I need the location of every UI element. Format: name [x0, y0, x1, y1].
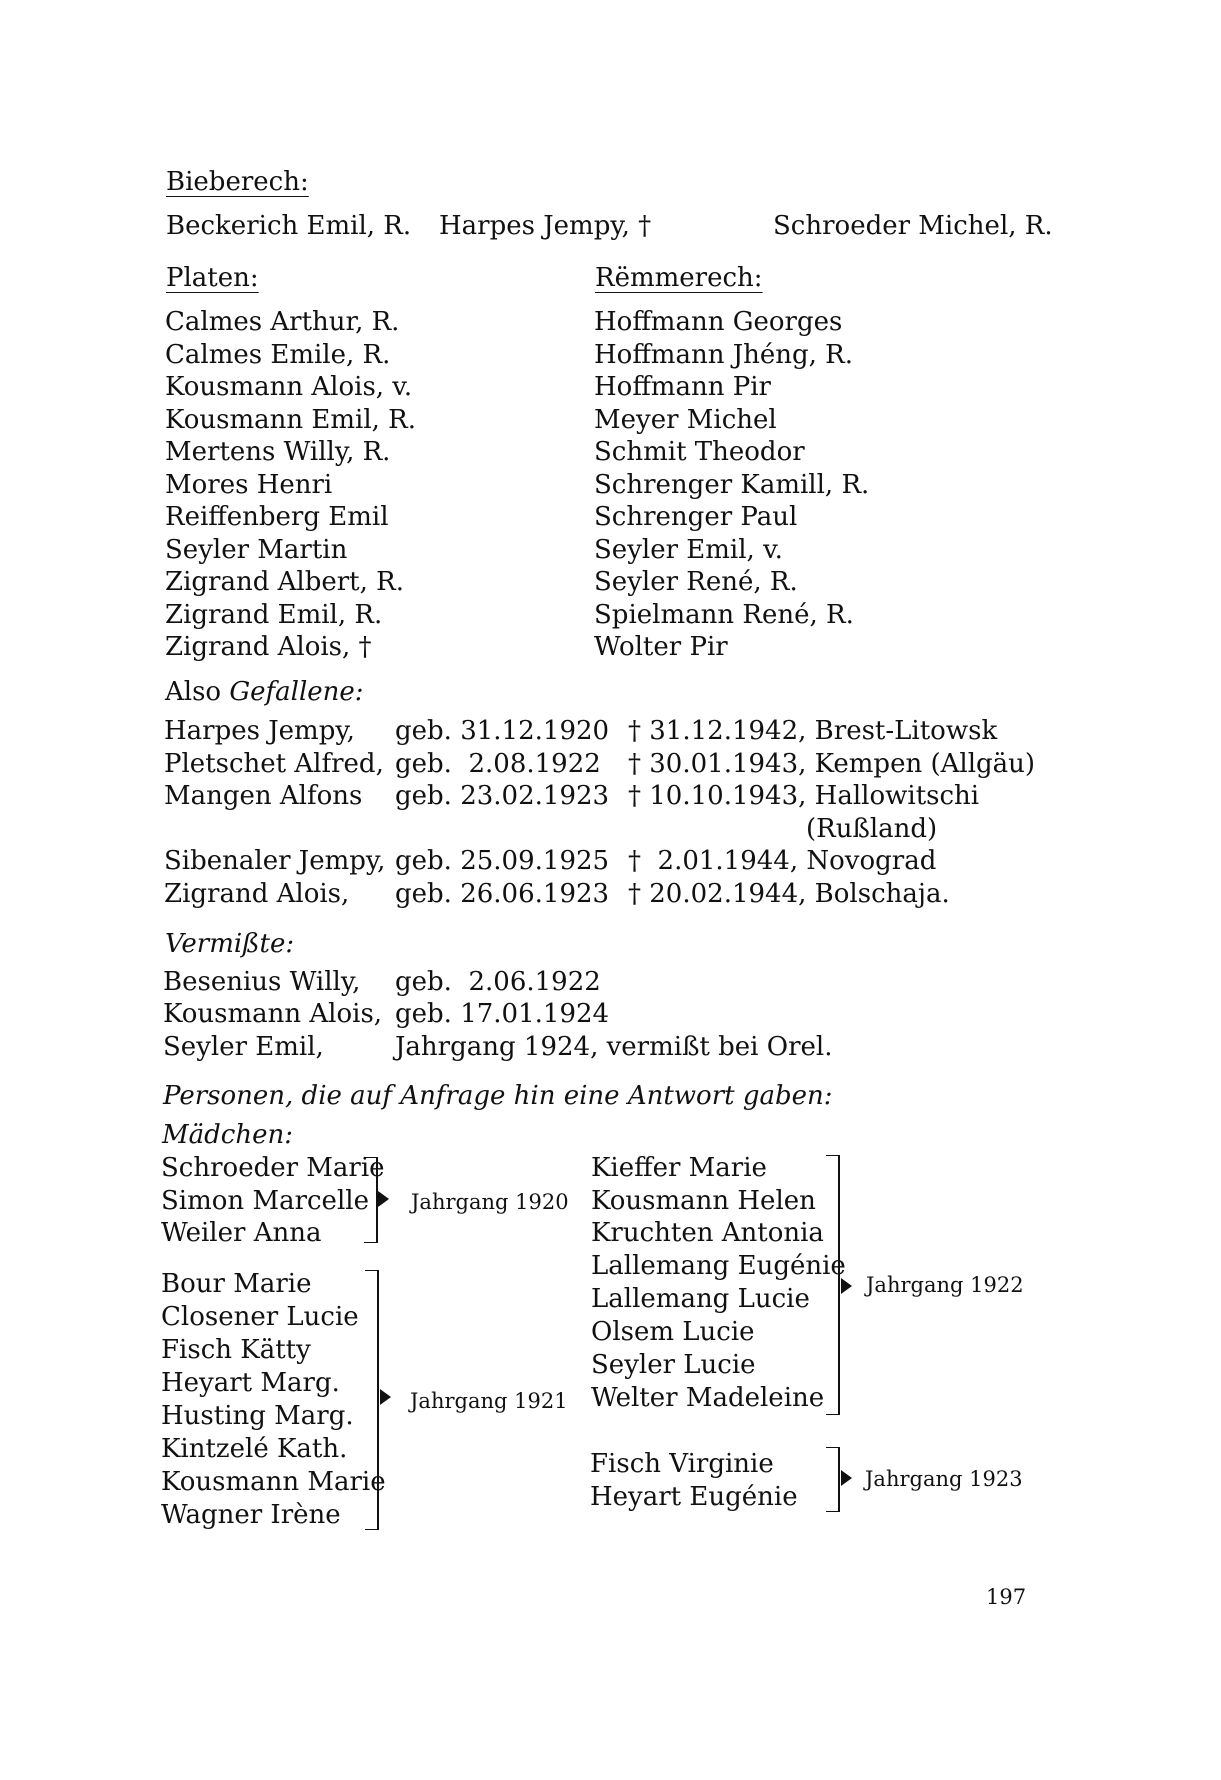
remmerech-name: Meyer Michel — [594, 405, 777, 435]
gefallene-heading — [165, 676, 364, 708]
remmerech-name: Schrenger Kamill, R. — [594, 470, 870, 500]
personen-heading: Personen, die auf Anfrage hin eine Antwort gaben: — [163, 1081, 833, 1111]
maedchen-name: Olsem Lucie — [591, 1317, 755, 1347]
jahrgang-label: Jahrgang 1921 — [410, 1389, 568, 1413]
platen-name: Zigrand Emil, R. — [165, 600, 383, 630]
jahrgang-label: Jahrgang 1923 — [865, 1467, 1023, 1491]
remmerech-name: Wolter Pir — [594, 632, 728, 662]
vermisste-name: Kousmann Alois, — [163, 999, 383, 1029]
platen-name: Kousmann Alois, v. — [165, 372, 413, 402]
gefallene-died-continued: (Rußland) — [806, 814, 938, 844]
maedchen-name: Kousmann Helen — [591, 1186, 816, 1216]
vermisste-info: geb. 17.01.1924 — [395, 999, 610, 1029]
platen-name: Calmes Emile, R. — [165, 340, 391, 370]
vermisste-info: Jahrgang 1924, vermißt bei Orel. — [395, 1032, 833, 1062]
vermisste-info: geb. 2.06.1922 — [395, 967, 601, 997]
maedchen-name: Seyler Lucie — [591, 1350, 756, 1380]
maedchen-name: Kieffer Marie — [591, 1153, 767, 1183]
vermisste-name: Besenius Willy, — [163, 967, 361, 997]
maedchen-name: Welter Madeleine — [591, 1383, 825, 1413]
name-entry: Harpes Jempy, † — [439, 211, 652, 241]
gefallene-born: geb. 31.12.1920 — [395, 716, 610, 746]
maedchen-name: Weiler Anna — [161, 1218, 322, 1248]
remmerech-name: Hoffmann Pir — [594, 372, 771, 402]
maedchen-name: Lallemang Eugénie — [591, 1251, 846, 1281]
maedchen-heading: Mädchen: — [162, 1120, 293, 1150]
remmerech-name: Schrenger Paul — [594, 502, 798, 532]
maedchen-name: Fisch Virginie — [590, 1449, 774, 1479]
gefallene-died: † 20.02.1944, Bolschaja. — [628, 879, 950, 909]
gefallene-died: † 2.01.1944, Novograd — [628, 846, 937, 876]
gefallene-title: Gefallene: — [229, 677, 364, 707]
arrow-icon — [380, 1389, 391, 1405]
gefallene-name: Sibenaler Jempy, — [164, 846, 386, 876]
bracket — [826, 1155, 840, 1415]
page-number: 197 — [986, 1585, 1027, 1609]
section-heading-bieberech: Bieberech: — [166, 167, 309, 197]
gefallene-born: geb. 23.02.1923 — [395, 781, 610, 811]
remmerech-name: Seyler René, R. — [594, 567, 798, 597]
gefallene-born: geb. 2.08.1922 — [395, 749, 601, 779]
gefallene-name: Zigrand Alois, — [164, 879, 350, 909]
remmerech-name: Seyler Emil, v. — [594, 535, 783, 565]
platen-name: Mores Henri — [165, 470, 333, 500]
platen-name: Mertens Willy, R. — [165, 437, 391, 467]
platen-name: Kousmann Emil, R. — [165, 405, 417, 435]
gefallene-prefix: Also — [165, 677, 230, 707]
gefallene-born: geb. 25.09.1925 — [395, 846, 610, 876]
remmerech-name: Schmit Theodor — [594, 437, 805, 467]
gefallene-born: geb. 26.06.1923 — [395, 879, 610, 909]
bracket — [826, 1447, 840, 1512]
maedchen-name: Simon Marcelle — [161, 1186, 369, 1216]
gefallene-name: Mangen Alfons — [164, 781, 363, 811]
maedchen-name: Kintzelé Kath. — [161, 1434, 348, 1464]
platen-name: Calmes Arthur, R. — [165, 307, 400, 337]
bracket — [365, 1270, 379, 1530]
maedchen-name: Kruchten Antonia — [591, 1218, 824, 1248]
remmerech-name: Hoffmann Jhéng, R. — [594, 340, 854, 370]
maedchen-name: Fisch Kätty — [161, 1335, 311, 1365]
platen-name: Zigrand Alois, † — [165, 632, 372, 662]
maedchen-name: Wagner Irène — [161, 1500, 341, 1530]
maedchen-name: Heyart Marg. — [161, 1368, 340, 1398]
vermisste-name: Seyler Emil, — [163, 1032, 324, 1062]
platen-name: Seyler Martin — [165, 535, 348, 565]
maedchen-name: Husting Marg. — [161, 1401, 354, 1431]
vermisste-heading: Vermißte: — [165, 929, 295, 959]
remmerech-name: Spielmann René, R. — [594, 600, 854, 630]
maedchen-name: Bour Marie — [161, 1269, 312, 1299]
jahrgang-label: Jahrgang 1922 — [866, 1273, 1024, 1297]
section-heading-platen: Platen: — [166, 263, 259, 293]
arrow-icon — [841, 1278, 852, 1294]
gefallene-name: Pletschet Alfred, — [164, 749, 384, 779]
name-entry: Schroeder Michel, R. — [773, 211, 1053, 241]
gefallene-died: † 30.01.1943, Kempen (Allgäu) — [628, 749, 1036, 779]
maedchen-name: Heyart Eugénie — [590, 1482, 798, 1512]
arrow-icon — [378, 1191, 389, 1207]
maedchen-name: Kousmann Marie — [161, 1467, 386, 1497]
gefallene-name: Harpes Jempy, — [164, 716, 355, 746]
arrow-icon — [841, 1470, 852, 1486]
name-entry: Beckerich Emil, R. — [166, 211, 412, 241]
section-heading-remmerech: Rëmmerech: — [595, 263, 763, 293]
remmerech-name: Hoffmann Georges — [594, 307, 843, 337]
gefallene-died: † 10.10.1943, Hallowitschi — [628, 781, 980, 811]
maedchen-name: Lallemang Lucie — [591, 1284, 810, 1314]
platen-name: Zigrand Albert, R. — [165, 567, 404, 597]
platen-name: Reiffenberg Emil — [165, 502, 389, 532]
jahrgang-label: Jahrgang 1920 — [411, 1190, 569, 1214]
bracket — [364, 1157, 378, 1243]
gefallene-died: † 31.12.1942, Brest-Litowsk — [628, 716, 998, 746]
maedchen-name: Schroeder Marie — [161, 1153, 385, 1183]
maedchen-name: Closener Lucie — [161, 1302, 359, 1332]
